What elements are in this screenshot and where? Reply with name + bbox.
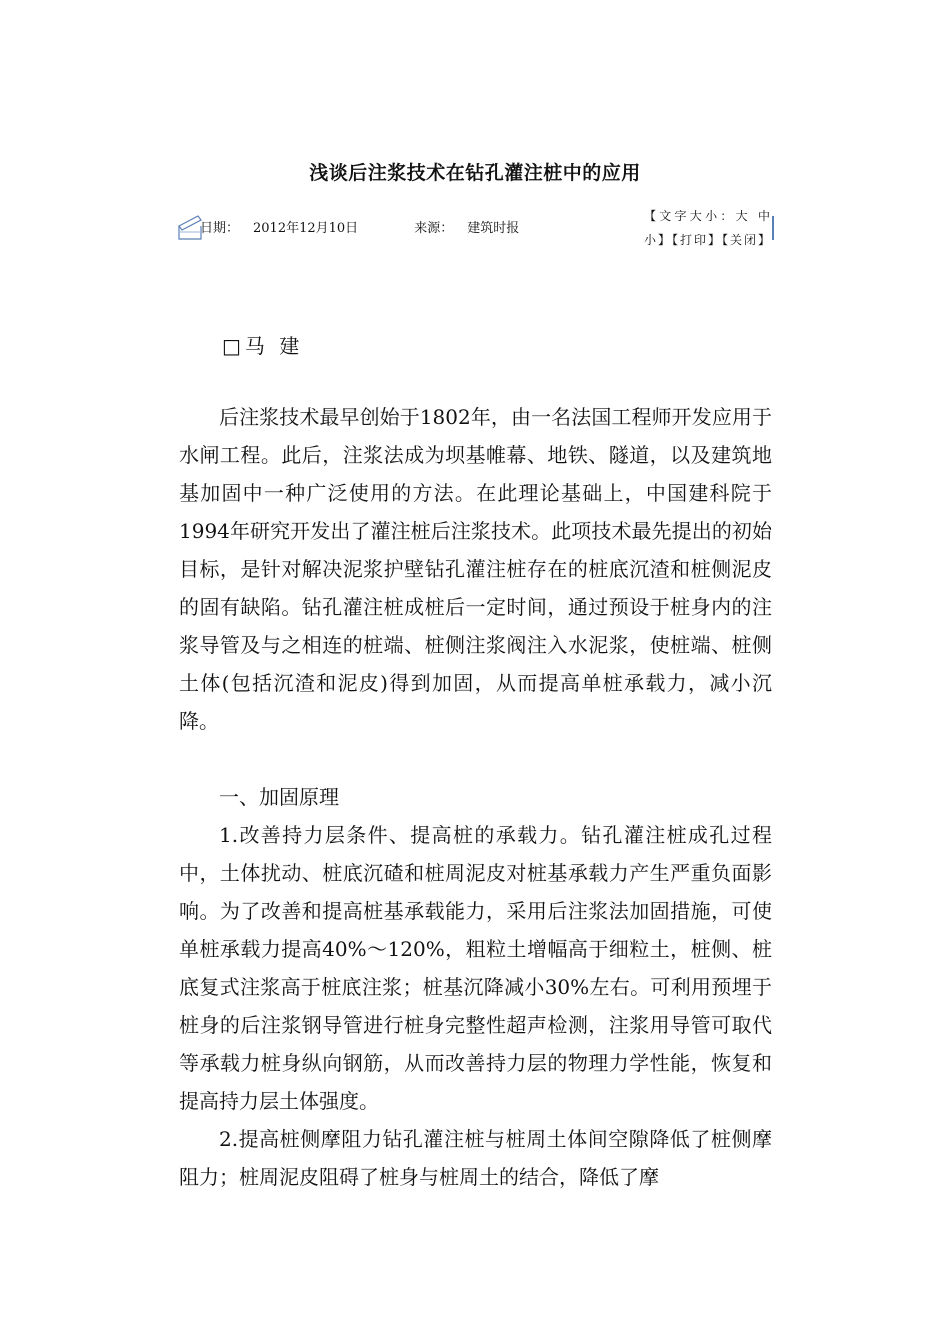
paragraph-1: 1.改善持力层条件、提高桩的承载力。钻孔灌注桩成孔过程中，土体扰动、桩底沉碴和桩周泥皮对桩基承载力产生严重负面影响。为了改善和提高桩基承载能力，采用后注浆法加固措施，可使单桩承载力提高40%～120%，粗粒土增幅高于细粒土，桩侧、桩底复式注浆高于桩底注浆；桩基沉降减小30%左右。可利用预埋于桩身的后注浆钢导管进行桩身完整性超声检测，注浆用导管可取代等承载力桩身纵向钢筋，从而改善持力层的物理力学性能，恢复和提高持力层土体强度。 [179,823,772,1113]
date-source-line [200,217,519,236]
font-size-label: 【文字大小： [644,209,736,223]
article-body [179,398,772,1196]
print-link[interactable]: 打印 [679,233,708,247]
font-large-link[interactable]: 大 [735,209,751,223]
date-label: 日期： [200,221,240,236]
publish-date: 2012年12月10日 [253,221,359,236]
font-small-link[interactable]: 小 [644,233,658,247]
document-icon [178,214,202,240]
font-medium-link[interactable]: 中 [757,209,770,223]
author-name: □马 建 [222,334,304,358]
section-heading: 一、加固原理 [219,785,339,809]
tools-divider [772,216,774,240]
source-label: 来源： [414,221,454,236]
tools-separator: 】【 [707,233,730,247]
close-link[interactable]: 关闭 [729,233,758,247]
article-title: 浅谈后注浆技术在钻孔灌注桩中的应用 [309,162,641,184]
tools-end-bracket: 】 [757,233,770,247]
intro-paragraph: 后注浆技术最早创始于1802年，由一名法国工程师开发应用于水闸工程。此后，注浆法成为坝基帷幕、地铁、隧道，以及建筑地基加固中一种广泛使用的方法。在此理论基础上，中国建科院于1994年研究开发出了灌注桩后注浆技术。此项技术最先提出的初始目标，是针对解决泥浆护壁钻孔灌注桩存在的桩底沉渣和桩侧泥皮的固有缺陷。钻孔灌注桩成桩后一定时间，通过预设于桩身内的注浆导管及与之相连的桩端、桩侧注浆阀注入水泥浆，使桩端、桩侧土体(包括沉渣和泥皮)得到加固，从而提高单桩承载力，减小沉降。 [179,405,772,733]
paragraph-2: 2.提高桩侧摩阻力钻孔灌注桩与桩周土体间空隙降低了桩侧摩阻力；桩周泥皮阻碍了桩身与桩周土的结合，降低了摩 [179,1127,772,1189]
source-name: 建筑时报 [467,221,520,236]
article-meta [178,209,778,252]
article-tools [644,204,770,252]
tools-separator: 】【 [658,233,680,247]
